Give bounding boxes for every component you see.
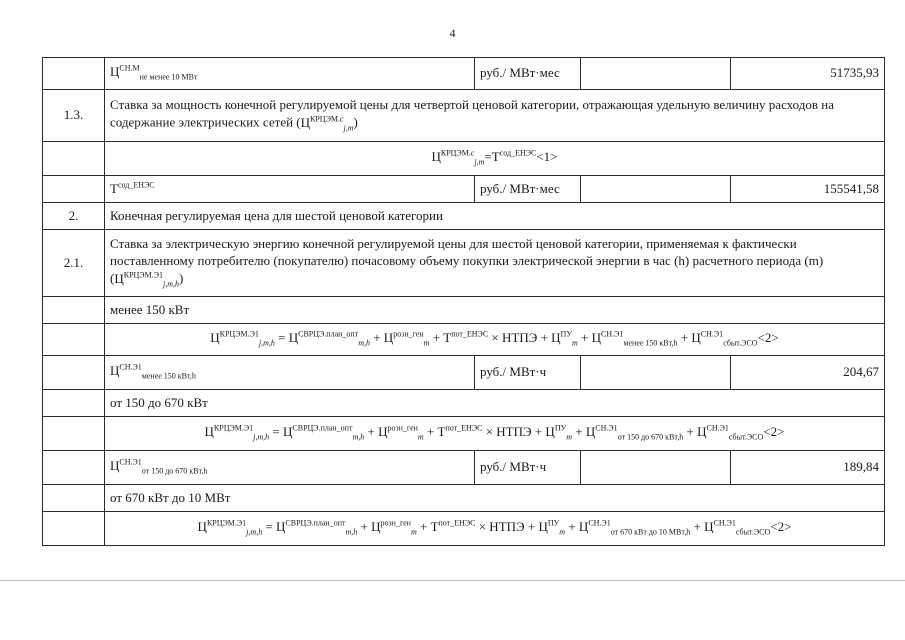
- tariff-table: [42, 57, 885, 546]
- formula: $Ц^{КРЦЭМ.Э1}_{j,m,h} = Ц^{СВРЦЭ.план\_опт}_{m,h} + Ц^{розн\_ген}_m + Т^{пот\_ЕНЭС}$ × НТПЭ + $Ц^{ПУ}_m + Ц^{СН.Э1}_{от 150 до 670 кВт,h} + Ц^{СН.Э1}_{сбыт.ЭСО}<2>$: [105, 417, 885, 451]
- value-cell: 204,67: [731, 356, 885, 390]
- formula: $Ц^{КРЦЭМ.c}_{j,m}=Т^{сод\_ЕНЭС}<1>$: [105, 142, 885, 176]
- row-number-cell: [43, 512, 105, 546]
- value-cell: 51735,93: [731, 58, 885, 90]
- row-number: 1.3.: [43, 90, 105, 142]
- subsection-label: от 670 кВт до 10 МВт: [105, 485, 885, 512]
- row-number-cell: [43, 297, 105, 324]
- empty-cell: [581, 58, 731, 90]
- formula: $Ц^{КРЦЭМ.Э1}_{j,m,h} = Ц^{СВРЦЭ.план\_опт}_{m,h} + Ц^{розн\_ген}_m + Т^{пот\_ЕНЭС}$ × НТПЭ + $Ц^{ПУ}_m + Ц^{СН.Э1}_{от 670 кВт до 10 МВт,h} + Ц^{СН.Э1}_{сбыт.ЭСО}<2>$: [105, 512, 885, 546]
- row-number-cell: [43, 451, 105, 485]
- row-number-cell: [43, 142, 105, 176]
- unit-cell: руб./ МВт·мес: [475, 58, 581, 90]
- row-number-cell: [43, 356, 105, 390]
- row-number-cell: [43, 390, 105, 417]
- empty-cell: [581, 356, 731, 390]
- subsection-row: [43, 297, 885, 324]
- page-number: 4: [449, 26, 456, 40]
- unit-cell: руб./ МВт·ч: [475, 356, 581, 390]
- value-cell: 155541,58: [731, 176, 885, 203]
- section-title: Конечная регулируемая цена для шестой ценовой категории: [105, 203, 885, 230]
- table-row: [43, 451, 885, 485]
- table-row: [43, 203, 885, 230]
- tariff-symbol-cell: $Ц^{СН.Э1}_{от 150 до 670 кВт,h}$: [105, 451, 475, 485]
- unit-cell: руб./ МВт·мес: [475, 176, 581, 203]
- page-bottom-rule: [0, 580, 905, 581]
- value-cell: 189,84: [731, 451, 885, 485]
- tariff-symbol-cell: $Т^{сод\_ЕНЭС}$: [105, 176, 475, 203]
- table-row: [43, 230, 885, 297]
- subsection-row: [43, 390, 885, 417]
- formula-row: [43, 417, 885, 451]
- tariff-symbol-cell: $Ц^{СН.Э1}_{менее 150 кВт,h}$: [105, 356, 475, 390]
- empty-cell: [581, 176, 731, 203]
- section-title: Ставка за мощность конечной регулируемой цены для четвертой ценовой категории, отражающая удельную величину расходов на содержание электрических сетей $(Ц^{КРЦЭМ.c}_{j,m})$: [105, 90, 885, 142]
- row-number-cell: [43, 176, 105, 203]
- table-row: [43, 356, 885, 390]
- table-row: [43, 176, 885, 203]
- subsection-row: [43, 485, 885, 512]
- formula: $Ц^{КРЦЭМ.Э1}_{j,m,h} = Ц^{СВРЦЭ.план\_опт}_{m,h} + Ц^{розн\_ген}_m + Т^{пот\_ЕНЭС}$ × НТПЭ + $Ц^{ПУ}_m + Ц^{СН.Э1}_{менее 150 кВт,h} + Ц^{СН.Э1}_{сбыт.ЭСО}<2>$: [105, 324, 885, 356]
- row-number-cell: [43, 324, 105, 356]
- row-number: 2.1.: [43, 230, 105, 297]
- row-number: 2.: [43, 203, 105, 230]
- unit-cell: руб./ МВт·ч: [475, 451, 581, 485]
- tariff-symbol-cell: $Ц^{СН.М}_{не менее 10 МВт}$: [105, 58, 475, 90]
- formula-row: [43, 142, 885, 176]
- row-number-cell: [43, 485, 105, 512]
- table-row: [43, 58, 885, 90]
- empty-cell: [581, 451, 731, 485]
- formula-row: [43, 512, 885, 546]
- row-number-cell: [43, 417, 105, 451]
- formula-row: [43, 324, 885, 356]
- subsection-label: от 150 до 670 кВт: [105, 390, 885, 417]
- section-title: Ставка за электрическую энергию конечной регулируемой цены для шестой ценовой категории, применяемая к фактически поставленному потребителю (покупателю) почасовому объему покупки электрической энергии в час (h) расчетного периода (m) $(Ц^{КРЦЭМ.Э1}_{j,m,h})$: [105, 230, 885, 297]
- table-row: [43, 90, 885, 142]
- row-number-cell: [43, 58, 105, 90]
- subsection-label: менее 150 кВт: [105, 297, 885, 324]
